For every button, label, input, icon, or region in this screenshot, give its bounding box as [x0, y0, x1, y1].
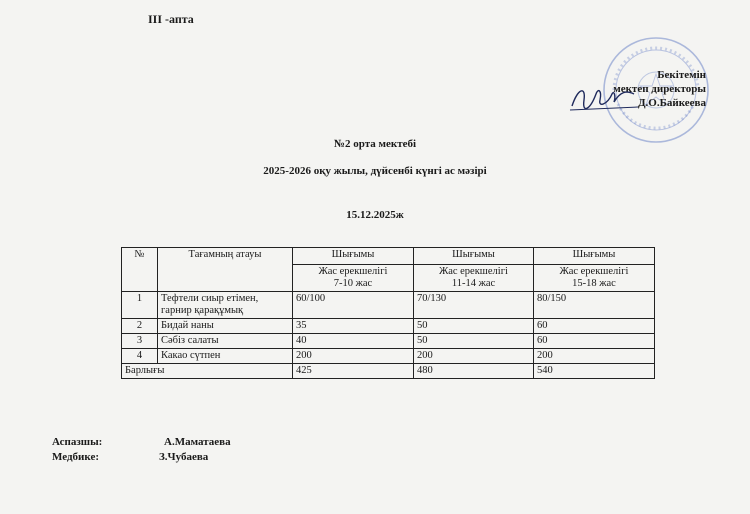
dish-name: Какао сүтпен — [158, 349, 293, 364]
output-header-2: Шығымы — [414, 248, 534, 265]
total-label: Барлығы — [122, 364, 293, 379]
table-row — [122, 319, 655, 334]
table-header-row — [122, 248, 655, 265]
value-7-10: 200 — [293, 349, 414, 364]
row-num: 3 — [122, 334, 158, 349]
menu-table — [121, 247, 655, 379]
dish-name: Тефтели сиыр етімен, гарнир қарақұмық — [158, 292, 293, 319]
value-11-14: 50 — [414, 334, 534, 349]
approval-line-3: Д.О.Байкеева — [637, 97, 706, 109]
output-header-3: Шығымы — [534, 248, 655, 265]
age-label: Жас ерекшелігі 15-18 жас — [559, 266, 629, 289]
week-label: ІІІ -апта — [148, 12, 194, 26]
nurse-name: З.Чубаева — [159, 451, 209, 463]
menu-subtitle: 2025-2026 оқу жылы, дүйсенбі күнгі ас мәзірі — [263, 165, 487, 177]
output-header-1: Шығымы — [293, 248, 414, 265]
age-label: Жас ерекшелігі 7-10 жас — [318, 266, 388, 289]
menu-date: 15.12.2025ж — [346, 209, 404, 221]
school-name: №2 орта мектебі — [333, 138, 417, 150]
dish-name: Бидай наны — [158, 319, 293, 334]
value-7-10: 60/100 — [293, 292, 414, 319]
row-num: 4 — [122, 349, 158, 364]
total-11-14: 480 — [414, 364, 534, 379]
value-7-10: 35 — [293, 319, 414, 334]
age-header-3 — [534, 265, 655, 292]
age-header-2 — [414, 265, 534, 292]
nurse-title: Медбике: — [52, 451, 99, 463]
value-11-14: 200 — [414, 349, 534, 364]
director-signature — [568, 80, 640, 114]
total-15-18: 540 — [534, 364, 655, 379]
row-num: 2 — [122, 319, 158, 334]
value-11-14: 50 — [414, 319, 534, 334]
col-num-header: № — [122, 248, 158, 292]
value-7-10: 40 — [293, 334, 414, 349]
value-15-18: 60 — [534, 334, 655, 349]
value-15-18: 60 — [534, 319, 655, 334]
row-num: 1 — [122, 292, 158, 319]
dish-name: Сәбіз салаты — [158, 334, 293, 349]
approval-line-1: Бекітемін — [657, 69, 706, 81]
table-row — [122, 292, 655, 319]
cook-name: А.Маматаева — [164, 436, 231, 448]
value-15-18: 80/150 — [534, 292, 655, 319]
table-row — [122, 349, 655, 364]
cook-title: Аспазшы: — [52, 436, 103, 448]
value-15-18: 200 — [534, 349, 655, 364]
col-name-header: Тағамның атауы — [158, 248, 293, 292]
total-row — [122, 364, 655, 379]
approval-line-2: мектеп директоры — [613, 83, 706, 95]
value-11-14: 70/130 — [414, 292, 534, 319]
age-label: Жас ерекшелігі 11-14 жас — [439, 266, 508, 289]
total-7-10: 425 — [293, 364, 414, 379]
table-row — [122, 334, 655, 349]
age-header-1 — [293, 265, 414, 292]
